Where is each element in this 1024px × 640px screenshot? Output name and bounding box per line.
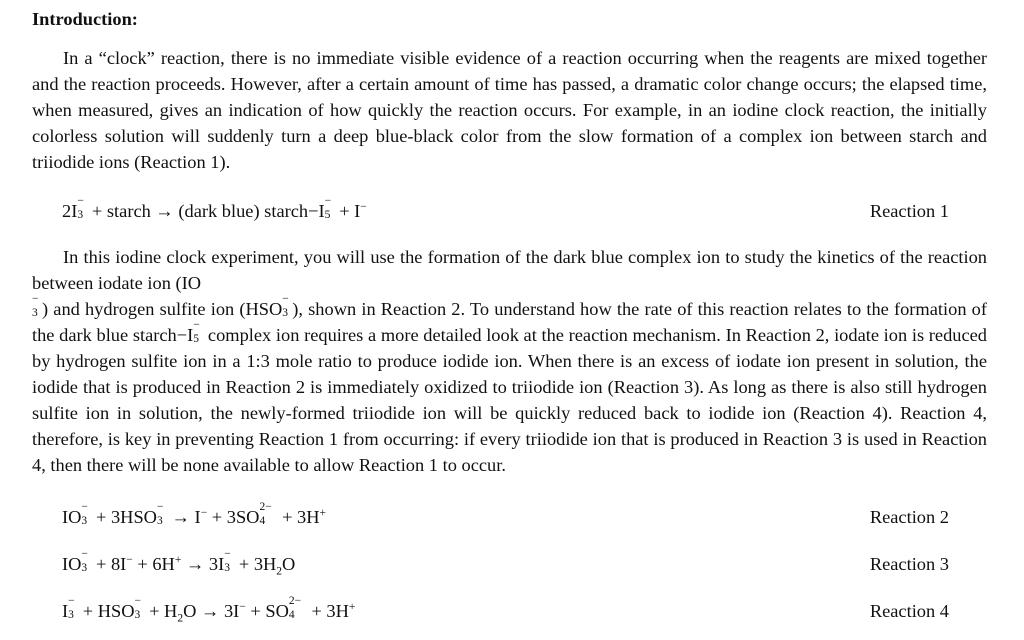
reaction-2-row bbox=[62, 501, 949, 532]
paragraph-mechanism-text-1: In this iodine clock experiment, you will use the formation of the dark blue complex ion to study the kinetics of the reaction between iodate ion (IO bbox=[32, 247, 987, 293]
reaction-3-equation: IO − 3 + 8I− + 6H+ → 3I − 3 + $3H_2O$ bbox=[62, 548, 296, 578]
paragraph-mechanism bbox=[32, 244, 987, 478]
paragraph-mechanism-text-3: ), shown in Reaction 2. To understand how the rate of this reaction relates to the formation of the dark blue starch−I bbox=[32, 299, 987, 345]
subsup-io3: − 3 bbox=[32, 293, 39, 319]
reaction-4-label: Reaction 4 bbox=[869, 601, 949, 621]
paragraph-mechanism-text-2: ) and hydrogen sulfite ion (HSO bbox=[42, 299, 283, 319]
reaction-1-row bbox=[62, 195, 949, 226]
subsup-hso3: − 3 bbox=[282, 293, 289, 319]
reaction-2-equation: IO − 3 + 3HSO − 3 → I− + 3SO 2− 4 + 3H+ bbox=[62, 501, 327, 527]
reaction-3-label: Reaction 3 bbox=[869, 554, 949, 574]
reaction-1-equation: 2I − 3 + starch → (dark blue) starch−I − 5 + I− bbox=[62, 195, 367, 221]
reaction-4-equation: I − 3 + HSO − 3 + $H_2O \to 3I^-$ + SO 2− 4 + 3H+ bbox=[62, 595, 356, 625]
paragraph-mechanism-text-4: complex ion requires a more detailed look at the reaction mechanism. In Reaction 2, iodate ion is reduced by hydrogen sulfite ion in a 1:3 mole ratio to produce iodide ion. When there is an excess of iodate ion present in solution, the iodide that is produced in Reaction 2 is immediately oxidized to triiodide ion (Reaction 3). As long as there is also still hydrogen sulfite ion in solution, the newly-formed triiodide ion will be quickly reduced back to iodide ion (Reaction 4). Reaction 4, therefore, is key in preventing Reaction 1 from occurring: if every triiodide ion that is produced in Reaction 3 is used in Reaction 4, then there will be none available to allow Reaction 1 to occur. bbox=[32, 325, 987, 475]
section-heading: Introduction: bbox=[32, 9, 138, 29]
paragraph-intro-text: In a “clock” reaction, there is no immediate visible evidence of a reaction occurring when the reagents are mixed together and the reaction proceeds. However, after a certain amount of time has passed, a dramatic color change occurs; the elapsed time, when measured, gives an indication of how quickly the reaction occurs. For example, in an iodine clock reaction, the initially colorless solution will suddenly turn a deep blue-black color from the slow formation of a complex ion between starch and triiodide ions (Reaction 1). bbox=[32, 48, 987, 172]
subsup-i5: − 5 bbox=[193, 319, 200, 345]
reaction-2-label: Reaction 2 bbox=[869, 507, 949, 527]
reaction-1-label: Reaction 1 bbox=[869, 201, 949, 221]
reaction-4-row bbox=[62, 595, 949, 626]
reaction-3-row bbox=[62, 548, 949, 579]
paragraph-intro bbox=[32, 45, 987, 175]
